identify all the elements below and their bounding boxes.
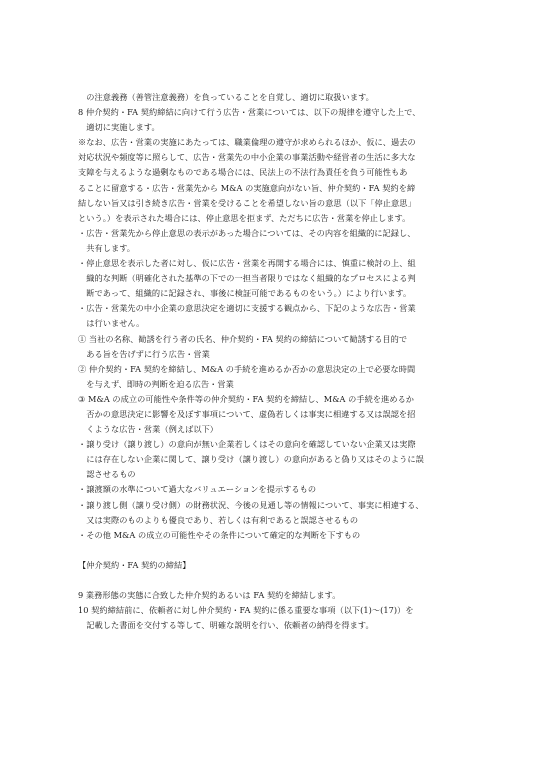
- text-line: 認させるもの: [78, 469, 136, 480]
- text-line: ることに留意する・広告・営業先から M&A の実施意向がない旨、仲介契約・FA 契約を締: [78, 182, 416, 193]
- text-line: 否かの意思決定に影響を及ぼす事項について、虚偽若しくは事実に相違する又は誤認を招: [78, 408, 416, 419]
- text-line: ある旨を告げずに行う広告・営業: [78, 348, 210, 359]
- text-line: 共有します。: [78, 242, 136, 253]
- text-line: 10 契約締結前に、依頼者に対し仲介契約・FA 契約に係る重要な事項（以下(1)～(17)）を: [78, 605, 414, 616]
- text-line: ③ M&A の成立の可能性や条件等の仲介契約・FA 契約を締結し、M&A の手続を進めるか: [78, 393, 415, 404]
- spacer: [78, 573, 470, 588]
- text-line: ・譲り受け（譲り渡し）の意向が無い企業若しくはその意向を確認していない企業又は実際: [78, 439, 416, 450]
- text-line: 織的な判断（明確化された基準の下での一担当者限りではなく組織的なプロセスによる判: [78, 273, 416, 284]
- text-line: を与えず、即時の判断を迫る広告・営業: [78, 378, 234, 389]
- text-line: 支障を与えるような過剰なものである場合には、民法上の不法行為責任を負う可能性もあ: [78, 167, 408, 178]
- text-line: 結しない旨又は引き続き広告・営業を受けることを希望しない旨の意思（以下「停止意思」: [78, 197, 416, 208]
- text-line: 断であって、組織的に記録され、事後に検証可能であるものをいう。）により行います。: [78, 288, 412, 299]
- text-line: ① 当社の名称、勧誘を行う者の氏名、仲介契約・FA 契約の締結について勧誘する目的で: [78, 333, 408, 344]
- text-line: くような広告・営業（例えば以下）: [78, 424, 219, 435]
- text-line: ・譲渡額の水準について過大なバリュエーションを提示するもの: [78, 484, 317, 495]
- text-line: 適切に実施します。: [78, 122, 160, 133]
- text-line: 対応状況や頻度等に照らして、広告・営業先の中小企業の事業活動や経営者の生活に多大な: [78, 152, 416, 163]
- text-line: ・広告・営業先から停止意思の表示があった場合については、その内容を組織的に記録し、: [78, 227, 416, 238]
- text-line: には存在しない企業に関して、譲り受け（譲り渡し）の意向があると偽り又はそのように誤: [78, 454, 424, 465]
- text-line: の注意義務（善管注意義務）を負っていることを自覚し、適切に取扱います。: [78, 92, 374, 102]
- text-line: ・広告・営業先の中小企業の意思決定を適切に支援する観点から、下記のような広告・営業: [78, 303, 416, 314]
- text-line: 9 業務形態の実態に合致した仲介契約あるいは FA 契約を締結します。: [78, 590, 341, 601]
- text-line: ・その他 M&A の成立の可能性やその条件について確定的な判断を下すもの: [78, 529, 361, 540]
- text-line: ・停止意思を表示した者に対し、仮に広告・営業を再開する場合には、慎重に検討の上、組: [78, 258, 416, 269]
- document-body: [78, 90, 470, 633]
- text-line: ・譲り渡し側（譲り受け側）の財務状況、今後の見通し等の情報について、事実に相違する、: [78, 499, 424, 510]
- text-line: 記載した書面を交付する等して、明確な説明を行い、依頼者の納得を得ます。: [78, 620, 374, 631]
- text-line: という。）を表示された場合には、停止意思を拒まず、ただちに広告・営業を停止します。: [78, 212, 411, 223]
- text-line: は行いません。: [78, 318, 145, 329]
- section-heading: 【仲介契約・FA 契約の締結】: [78, 559, 191, 570]
- spacer: [78, 543, 470, 558]
- text-line: 又は実際のものよりも優良であり、若しくは有利であると誤認させるもの: [78, 514, 359, 525]
- text-line: ② 仲介契約・FA 契約を締結し、M&A の手続を進めるか否かの意思決定の上で必要な時間: [78, 363, 416, 374]
- text-line: ※なお、広告・営業の実施にあたっては、職業倫理の遵守が求められるほか、仮に、過去の: [78, 137, 416, 148]
- text-line: 8 仲介契約・FA 契約締結に向けて行う広告・営業については、以下の規律を遵守した上で、: [78, 107, 421, 118]
